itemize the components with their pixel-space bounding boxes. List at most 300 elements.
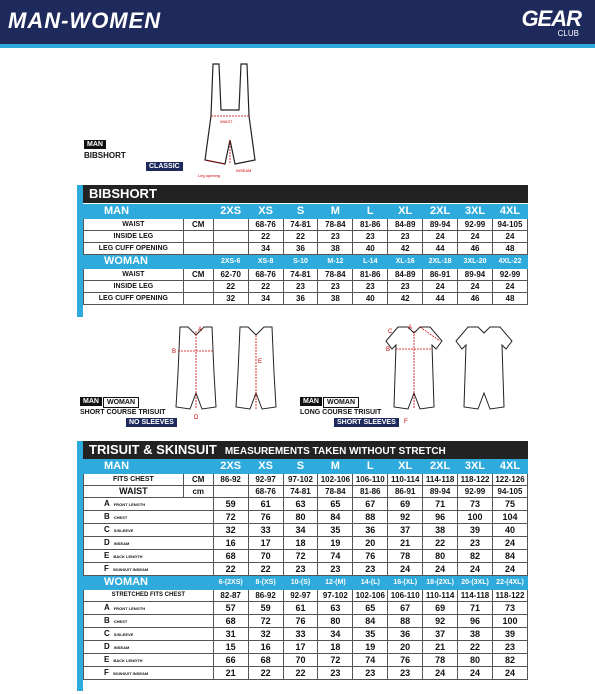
value-cell: 80: [458, 654, 493, 667]
value-cell: 96: [458, 615, 493, 628]
row-name-cell: LEG CUFF OPENING: [84, 293, 184, 305]
size-header-cell: XL: [388, 460, 423, 474]
value-cell: 24: [423, 281, 458, 293]
measure-letter: F: [104, 564, 109, 573]
value-cell: 97-102: [283, 474, 318, 486]
value-cell: 68-76: [248, 269, 283, 281]
size-header-cell: 12-(M): [318, 576, 353, 590]
value-cell: 118-122: [492, 590, 527, 602]
value-cell: 110-114: [423, 590, 458, 602]
measure-letter-cell: [84, 641, 214, 654]
value-cell: 23: [318, 281, 353, 293]
size-header-cell: 2XL: [423, 460, 458, 474]
value-cell: 17: [248, 537, 283, 550]
measure-letter: C: [104, 525, 110, 534]
value-cell: 92-99: [458, 486, 493, 498]
unit-cell: CM: [183, 219, 213, 231]
value-cell: 18: [318, 641, 353, 654]
brand-logo: GEAR: [521, 6, 581, 31]
value-cell: 76: [388, 654, 423, 667]
measure-letter: E: [104, 551, 110, 560]
value-cell: 24: [493, 281, 528, 293]
value-cell: 86-92: [213, 474, 248, 486]
value-cell: 76: [353, 550, 388, 563]
value-cell: 23: [353, 667, 388, 680]
measure-letter-cell: [84, 524, 214, 537]
unit-cell: [183, 231, 213, 243]
value-cell: 23: [283, 281, 318, 293]
measure-letter-cell: [84, 550, 214, 563]
measure-desc: BACK LENGTH: [113, 554, 143, 559]
value-cell: 22: [283, 231, 318, 243]
value-cell: 86-91: [388, 486, 423, 498]
value-cell: 74-81: [283, 269, 318, 281]
value-cell: 69: [388, 498, 423, 511]
letter-f: F: [404, 419, 408, 425]
value-cell: 46: [458, 293, 493, 305]
letter-c: C: [388, 329, 393, 335]
tri-man-header-cell: MAN: [84, 460, 214, 474]
unit-cell: [183, 293, 213, 305]
measure-letter: F: [104, 668, 109, 677]
value-cell: 24: [388, 563, 423, 576]
man-measure-row: [84, 511, 528, 524]
value-cell: 68-76: [248, 219, 283, 231]
page-header: [0, 0, 595, 44]
size-header-cell: 16-(XL): [388, 576, 423, 590]
value-cell: 40: [353, 293, 388, 305]
size-header-cell: 4XL: [493, 205, 528, 219]
table-row: [84, 231, 528, 243]
size-header-cell: 10-(S): [283, 576, 318, 590]
value-cell: 39: [458, 524, 493, 537]
value-cell: 63: [318, 602, 353, 615]
measure-letter: D: [104, 538, 110, 547]
value-cell: 34: [318, 628, 353, 641]
measure-letter: B: [104, 616, 110, 625]
waist-row: [84, 486, 528, 498]
value-cell: 40: [353, 243, 388, 255]
letter-d: D: [194, 415, 199, 421]
value-cell: 102-106: [318, 474, 353, 486]
woman-measure-row: [84, 602, 528, 615]
value-cell: 48: [493, 243, 528, 255]
value-cell: 22: [213, 563, 248, 576]
value-cell: 78: [423, 654, 458, 667]
size-header-cell: L-14: [353, 255, 388, 269]
man-measure-row: [84, 563, 528, 576]
short-course-trisuit-illustration: [168, 323, 288, 433]
row-name-cell: FITS CHEST: [84, 474, 184, 486]
tri-man-header-row: [84, 460, 528, 474]
value-cell: 23: [388, 281, 423, 293]
short-man-tag: MAN: [80, 397, 102, 406]
value-cell: 88: [388, 615, 423, 628]
man-tag: MAN: [84, 140, 106, 149]
bibshort-name: BIBSHORT: [84, 151, 126, 160]
value-cell: 22: [248, 281, 283, 293]
value-cell: 84: [492, 550, 527, 563]
size-header-cell: 14-(L): [353, 576, 388, 590]
short-woman-tag: WOMAN: [103, 397, 139, 408]
value-cell: 31: [213, 628, 248, 641]
size-header-cell: 4XL: [492, 460, 527, 474]
value-cell: 72: [213, 511, 248, 524]
value-cell: 76: [248, 511, 283, 524]
value-cell: 24: [423, 667, 458, 680]
stretched-chest-row: [84, 590, 528, 602]
size-header-cell: 2XS: [213, 460, 248, 474]
measure-letter-cell: [84, 602, 214, 615]
size-header-cell: 2XS: [213, 205, 248, 219]
measure-desc: S/SLEEVE: [113, 632, 134, 637]
value-cell: 114-118: [458, 590, 493, 602]
value-cell: 24: [423, 231, 458, 243]
measure-desc: CHEST: [113, 619, 128, 624]
measure-letter: B: [104, 512, 110, 521]
value-cell: 70: [283, 654, 318, 667]
value-cell: 114-118: [423, 474, 458, 486]
value-cell: 24: [492, 667, 527, 680]
value-cell: 34: [248, 293, 283, 305]
value-cell: 100: [458, 511, 493, 524]
value-cell: 44: [423, 293, 458, 305]
value-cell: 38: [458, 628, 493, 641]
trisuit-section-label: TRISUIT & SKINSUIT: [89, 442, 217, 457]
measure-letter-cell: [84, 511, 214, 524]
value-cell: 71: [423, 498, 458, 511]
value-cell: 68: [213, 550, 248, 563]
value-cell: 24: [492, 563, 527, 576]
size-header-cell: M: [318, 460, 353, 474]
woman-measure-row: [84, 667, 528, 680]
row-name-cell: WAIST: [84, 486, 184, 498]
value-cell: 81-86: [353, 486, 388, 498]
measure-letter-cell: [84, 537, 214, 550]
value-cell: 36: [283, 243, 318, 255]
value-cell: 40: [492, 524, 527, 537]
value-cell: 36: [353, 524, 388, 537]
table-row: [84, 219, 528, 231]
value-cell: 23: [492, 641, 527, 654]
size-header-cell: XL-16: [388, 255, 423, 269]
value-cell: 23: [353, 563, 388, 576]
man-measure-row: [84, 537, 528, 550]
short-sleeves-tag: SHORT SLEEVES: [334, 418, 399, 427]
value-cell: 71: [458, 602, 493, 615]
table-row: [84, 293, 528, 305]
value-cell: 106-110: [353, 474, 388, 486]
man-measure-row: [84, 524, 528, 537]
value-cell: 16: [248, 641, 283, 654]
value-cell: 92-99: [458, 219, 493, 231]
value-cell: 94-105: [493, 219, 528, 231]
measure-letter: C: [104, 629, 110, 638]
leg-marker-label: Leg opening: [198, 173, 221, 178]
value-cell: 36: [388, 628, 423, 641]
size-header-cell: 2XS-6: [213, 255, 248, 269]
tri-woman-header-row: [84, 576, 528, 590]
size-header-cell: M-12: [318, 255, 353, 269]
value-cell: [213, 486, 248, 498]
value-cell: 66: [213, 654, 248, 667]
value-cell: 37: [388, 524, 423, 537]
value-cell: 24: [458, 231, 493, 243]
value-cell: 69: [423, 602, 458, 615]
measure-desc: S/SLEEVE: [113, 528, 134, 533]
size-header-cell: 4XL-22: [493, 255, 528, 269]
value-cell: 22: [248, 667, 283, 680]
size-header-cell: XS: [248, 205, 283, 219]
value-cell: 23: [283, 563, 318, 576]
value-cell: 72: [248, 615, 283, 628]
value-cell: 84-89: [388, 269, 423, 281]
size-header-cell: 3XL: [458, 205, 493, 219]
long-man-tag: MAN: [300, 397, 322, 406]
size-header-cell: XS: [248, 460, 283, 474]
size-header-cell: M: [318, 205, 353, 219]
value-cell: 22: [248, 231, 283, 243]
long-trisuit-name: LONG COURSE TRISUIT: [300, 409, 382, 416]
value-cell: 23: [318, 563, 353, 576]
measure-letter-cell: [84, 615, 214, 628]
value-cell: [213, 243, 248, 255]
bibshort-section-label: BIBSHORT: [89, 186, 157, 201]
value-cell: 70: [248, 550, 283, 563]
measure-desc: INSEAM: [113, 645, 130, 650]
value-cell: 20: [388, 641, 423, 654]
value-cell: 73: [458, 498, 493, 511]
bibshort-section-title: [83, 185, 528, 203]
value-cell: 38: [318, 293, 353, 305]
measure-desc: SKINSUIT INSEAM: [112, 671, 149, 676]
size-header-cell: XS-8: [248, 255, 283, 269]
woman-measure-row: [84, 615, 528, 628]
measure-letter: D: [104, 642, 110, 651]
classic-tag: CLASSIC: [146, 162, 183, 171]
value-cell: 21: [388, 537, 423, 550]
size-header-cell: S: [283, 460, 318, 474]
value-cell: 37: [423, 628, 458, 641]
value-cell: 104: [492, 511, 527, 524]
size-header-cell: 2XL-18: [423, 255, 458, 269]
value-cell: 63: [283, 498, 318, 511]
size-header-cell: L: [353, 205, 388, 219]
value-cell: 82: [492, 654, 527, 667]
measure-desc: FRONT LENGTH: [113, 502, 146, 507]
value-cell: 33: [283, 628, 318, 641]
unit-cell: CM: [183, 269, 213, 281]
size-header-cell: S: [283, 205, 318, 219]
fits-chest-row: [84, 474, 528, 486]
value-cell: 74-81: [283, 219, 318, 231]
trisuit-section-title: [83, 441, 528, 459]
size-header-cell: 22-(4XL): [492, 576, 527, 590]
value-cell: 73: [492, 602, 527, 615]
value-cell: 84: [318, 511, 353, 524]
table-row: [84, 269, 528, 281]
value-cell: 78-84: [318, 269, 353, 281]
letter-b: B: [172, 349, 177, 355]
value-cell: 34: [283, 524, 318, 537]
row-name-cell: LEG CUFF OPENING: [84, 243, 184, 255]
table-row: [84, 281, 528, 293]
value-cell: 82-87: [213, 590, 248, 602]
measure-letter: A: [104, 603, 110, 612]
value-cell: 24: [458, 667, 493, 680]
value-cell: 89-94: [423, 486, 458, 498]
value-cell: 61: [248, 498, 283, 511]
value-cell: 46: [458, 243, 493, 255]
value-cell: 24: [423, 563, 458, 576]
value-cell: [213, 231, 248, 243]
value-cell: 68-76: [248, 486, 283, 498]
value-cell: 78-84: [318, 486, 353, 498]
measure-letter-cell: [84, 498, 214, 511]
value-cell: 74: [353, 654, 388, 667]
value-cell: 72: [318, 654, 353, 667]
letter-a2: A: [408, 325, 413, 331]
value-cell: 84-89: [388, 219, 423, 231]
value-cell: 89-94: [458, 269, 493, 281]
measure-desc: INSEAM: [113, 541, 130, 546]
value-cell: 92: [388, 511, 423, 524]
woman-measure-row: [84, 628, 528, 641]
size-header-cell: 20-(3XL): [458, 576, 493, 590]
value-cell: 75: [492, 498, 527, 511]
value-cell: 84: [353, 615, 388, 628]
value-cell: 34: [248, 243, 283, 255]
man-header-row: [84, 205, 528, 219]
value-cell: 16: [213, 537, 248, 550]
value-cell: 24: [458, 281, 493, 293]
value-cell: 96: [423, 511, 458, 524]
measure-desc: FRONT LENGTH: [113, 606, 146, 611]
value-cell: 32: [248, 628, 283, 641]
value-cell: 23: [353, 281, 388, 293]
value-cell: 24: [458, 563, 493, 576]
value-cell: 97-102: [318, 590, 353, 602]
value-cell: 59: [213, 498, 248, 511]
value-cell: 22: [458, 641, 493, 654]
value-cell: 18: [283, 537, 318, 550]
woman-header-row: [84, 255, 528, 269]
value-cell: 20: [353, 537, 388, 550]
unit-cell: CM: [183, 474, 213, 486]
measure-letter-cell: [84, 628, 214, 641]
value-cell: 35: [353, 628, 388, 641]
woman-measure-row: [84, 654, 528, 667]
value-cell: 17: [283, 641, 318, 654]
value-cell: 23: [388, 667, 423, 680]
measure-desc: BACK LENGTH: [113, 658, 143, 663]
value-cell: 22: [283, 667, 318, 680]
value-cell: 44: [423, 243, 458, 255]
value-cell: 24: [492, 537, 527, 550]
value-cell: 19: [353, 641, 388, 654]
value-cell: 78-84: [318, 219, 353, 231]
value-cell: 100: [492, 615, 527, 628]
value-cell: 68: [248, 654, 283, 667]
row-name-cell: WAIST: [84, 269, 184, 281]
value-cell: 23: [318, 667, 353, 680]
value-cell: 80: [318, 615, 353, 628]
value-cell: 92-99: [493, 269, 528, 281]
value-cell: 23: [388, 231, 423, 243]
value-cell: 23: [318, 231, 353, 243]
value-cell: 118-122: [458, 474, 493, 486]
measure-letter-cell: [84, 563, 214, 576]
value-cell: 32: [213, 293, 248, 305]
value-cell: 89-94: [423, 219, 458, 231]
row-name-cell: STRETCHED FITS CHEST: [84, 590, 214, 602]
man-header-cell: MAN: [84, 205, 214, 219]
value-cell: 35: [318, 524, 353, 537]
value-cell: 22: [213, 281, 248, 293]
size-header-cell: 18-(2XL): [423, 576, 458, 590]
woman-header-cell: WOMAN: [84, 255, 214, 269]
man-measure-row: [84, 498, 528, 511]
measure-desc: SKINSUIT INSEAM: [112, 567, 149, 572]
value-cell: [213, 219, 248, 231]
size-header-cell: L: [353, 460, 388, 474]
row-name-cell: INSIDE LEG: [84, 231, 184, 243]
value-cell: 19: [318, 537, 353, 550]
value-cell: 62-70: [213, 269, 248, 281]
size-header-cell: XL: [388, 205, 423, 219]
value-cell: 106-110: [388, 590, 423, 602]
value-cell: 22: [248, 563, 283, 576]
value-cell: 23: [458, 537, 493, 550]
value-cell: 32: [213, 524, 248, 537]
value-cell: 65: [353, 602, 388, 615]
no-sleeves-tag: NO SLEEVES: [126, 418, 177, 427]
letter-e: E: [258, 359, 263, 365]
value-cell: 92: [423, 615, 458, 628]
value-cell: 61: [283, 602, 318, 615]
unit-cell: [183, 281, 213, 293]
man-measure-row: [84, 550, 528, 563]
value-cell: 86-91: [423, 269, 458, 281]
brand-logo-sub: CLUB: [557, 29, 579, 38]
size-header-cell: S-10: [283, 255, 318, 269]
value-cell: 86-92: [248, 590, 283, 602]
value-cell: 33: [248, 524, 283, 537]
value-cell: 92-97: [283, 590, 318, 602]
value-cell: 67: [388, 602, 423, 615]
size-header-cell: 2XL: [423, 205, 458, 219]
value-cell: 72: [283, 550, 318, 563]
measure-letter-cell: [84, 654, 214, 667]
size-header-cell: 3XL-20: [458, 255, 493, 269]
value-cell: 68: [213, 615, 248, 628]
measure-letter-cell: [84, 667, 214, 680]
value-cell: 74-81: [283, 486, 318, 498]
value-cell: 21: [423, 641, 458, 654]
value-cell: 80: [423, 550, 458, 563]
value-cell: 110-114: [388, 474, 423, 486]
trisuit-table: [83, 459, 528, 680]
tri-woman-header-cell: WOMAN: [84, 576, 214, 590]
value-cell: 15: [213, 641, 248, 654]
value-cell: 80: [283, 511, 318, 524]
bibshort-table: [83, 204, 528, 305]
value-cell: 78: [388, 550, 423, 563]
value-cell: 38: [423, 524, 458, 537]
inseam-marker-label: INSEAM: [236, 168, 252, 173]
unit-cell: [183, 243, 213, 255]
value-cell: 88: [353, 511, 388, 524]
